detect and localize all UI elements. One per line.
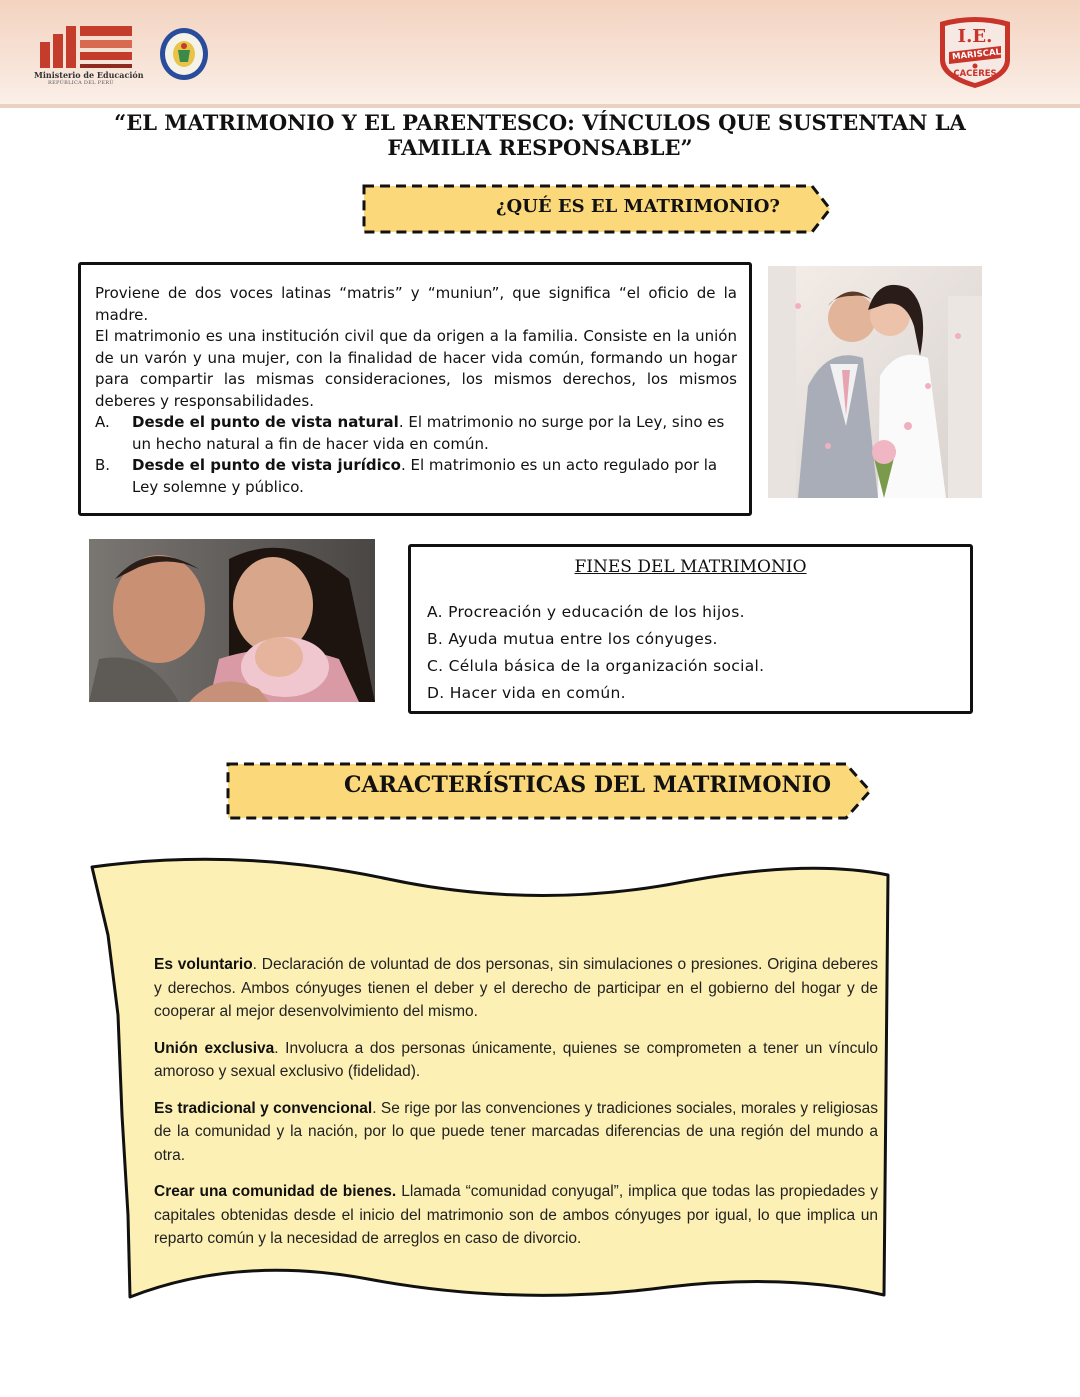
characteristic-term: Es voluntario — [154, 956, 253, 973]
list-item — [95, 412, 737, 455]
list-item: B. Ayuda mutua entre los cónyuges. — [427, 630, 718, 648]
section-heading-banner-1 — [360, 182, 834, 236]
school-shield-logo — [934, 14, 1016, 90]
list-item: D. Hacer vida en común. — [427, 684, 626, 702]
characteristic-item — [154, 953, 878, 1024]
ugel-seal-logo — [158, 26, 210, 82]
definition-box — [78, 262, 752, 516]
definition-paragraph-institution: El matrimonio es una institución civil que da origen a la familia. Consiste en la unión de un varón y una mujer, con la finalidad de hacer vida común, formando un hogar para compartir las mismas consideraciones, los mismos derechos, los mismos deberes y responsabilidades. — [95, 327, 737, 410]
purposes-box — [408, 544, 973, 714]
list-item — [95, 455, 737, 498]
list-marker: B. — [95, 456, 111, 474]
school-name-2: CACERES — [953, 69, 997, 79]
list-item-text: . El matrimonio es un acto regulado por la Ley solemne y público. — [132, 456, 718, 496]
characteristic-text: . Se rige por las convenciones y tradiciones sociales, morales y religiosas de la comunidad y la nación, por lo que puede tener marcadas diferencias de una región del mundo a otra. — [154, 1099, 878, 1164]
list-item-term: Desde el punto de vista jurídico — [132, 456, 401, 474]
purposes-list — [427, 599, 764, 707]
section-heading-characteristics: CARACTERÍSTICAS DEL MATRIMONIO — [344, 772, 832, 798]
purposes-title: FINES DEL MATRIMONIO — [574, 557, 807, 577]
characteristic-term: Unión exclusiva — [154, 1039, 275, 1057]
characteristic-text: . Declaración de voluntad de dos personas, sin simulaciones o presiones. Origina deberes y derechos. Ambos cónyuges tienen el deber y el derecho de participar en el gobierno del hogar y de cooperar al mejor desenvolvimiento del mismo. — [154, 956, 878, 1020]
list-item-text: . El matrimonio no surge por la Ley, sino es un hecho natural a fin de hacer vida en común. — [132, 413, 725, 453]
section-heading-banner-2 — [224, 760, 874, 822]
school-name-1: MARISCAL — [951, 47, 1002, 63]
list-item: C. Célula básica de la organización social. — [427, 657, 765, 675]
list-item: A. Procreación y educación de los hijos. — [427, 603, 745, 621]
characteristic-term: Crear una comunidad de bienes. — [154, 1183, 397, 1200]
family-with-baby-photo — [89, 539, 375, 702]
ministry-subtitle: REPÚBLICA DEL PERÚ — [48, 80, 114, 86]
characteristic-item — [154, 1180, 878, 1251]
characteristic-text: Llamada “comunidad conyugal”, implica que todas las propiedades y capitales obtenidas desde el inicio del matrimonio son de ambos cónyuges por igual, lo que implica un reparto común y la necesidad de arreglos en caso de divorcio. — [154, 1183, 878, 1247]
definition-paragraph-origin: Proviene de dos voces latinas “matris” y “muniun”, que significa “el oficio de la madre. — [95, 284, 737, 324]
characteristic-item — [154, 1097, 878, 1168]
page-title: “EL MATRIMONIO Y EL PARENTESCO: VÍNCULOS QUE SUSTENTAN LA FAMILIA RESPONSABLE” — [114, 110, 966, 160]
characteristics-text — [154, 953, 878, 1264]
school-initials: I.E. — [957, 26, 993, 47]
characteristic-term: Es tradicional y convencional — [154, 1099, 373, 1117]
ministry-name: Ministerio de Educación — [34, 70, 144, 80]
list-item-term: Desde el punto de vista natural — [132, 413, 399, 431]
ministry-logo — [34, 22, 144, 88]
wedding-couple-photo — [768, 266, 982, 498]
section-heading-what-is-marriage: ¿QUÉ ES EL MATRIMONIO? — [496, 196, 780, 217]
list-marker: A. — [95, 413, 110, 431]
characteristic-text: . Involucra a dos personas únicamente, quienes se comprometen a tener un vínculo amoroso y sexual exclusivo (fidelidad). — [154, 1039, 879, 1080]
characteristic-item — [154, 1037, 878, 1084]
characteristics-scroll — [88, 855, 988, 1310]
